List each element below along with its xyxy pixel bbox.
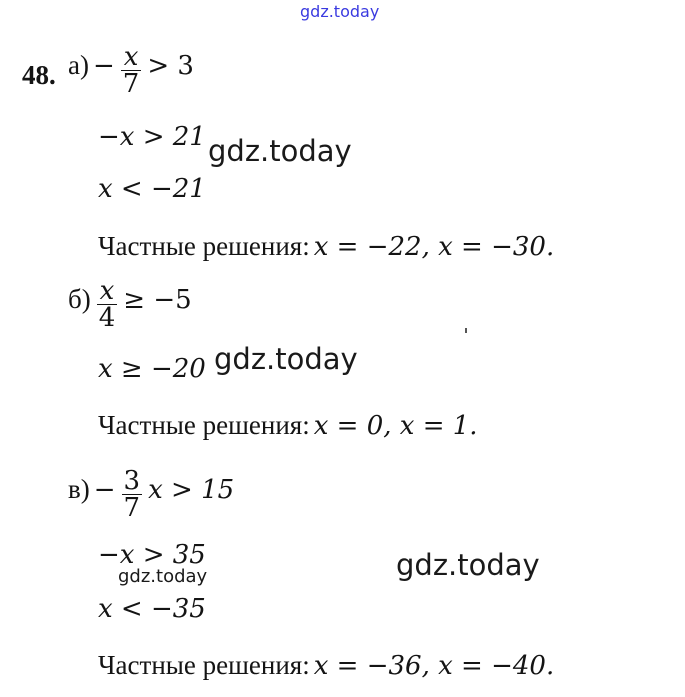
part-a-rhs: > 3 [147,51,194,82]
part-a-fraction [121,44,142,97]
watermark-top: gdz.today [300,2,380,21]
part-c-neg-sign: − [93,475,116,506]
part-a-numerator: x [123,42,139,72]
watermark-b: gdz.today [214,342,358,376]
part-c-answer-values: x = −36, x = −40. [313,651,555,681]
part-c-denominator: 7 [123,493,141,523]
part-a-step2: x < −21 [98,174,206,204]
part-a-label: а) [68,50,89,81]
part-a-inequality [68,44,194,97]
scan-speck [465,328,467,333]
part-c-rhs: x > 15 [148,475,235,506]
part-b-answer [98,410,478,441]
part-b-inequality [68,278,192,331]
part-b-rhs: ≥ −5 [123,285,192,316]
part-c-numerator: 3 [123,466,141,496]
problem-heading [22,60,56,90]
part-a-answer-label: Частные решения: [98,231,310,261]
part-b-numerator: x [99,276,115,306]
part-a-answer-values: x = −22, x = −30. [313,232,555,262]
part-a-answer [98,231,554,262]
part-b-answer-label: Частные решения: [98,410,310,440]
part-a-denominator: 7 [122,69,140,99]
part-c-fraction [122,468,143,521]
part-c-inequality [68,468,234,521]
part-b-fraction [97,278,118,331]
part-b-label: б) [68,284,91,315]
part-a-neg-sign: − [92,51,115,82]
part-c-step2: x < −35 [98,594,206,624]
watermark-c-small: gdz.today [118,566,208,587]
part-b-step1: x ≥ −20 [98,354,206,384]
part-b-denominator: 4 [98,303,116,333]
part-c-answer-label: Частные решения: [98,650,310,680]
part-a-step1: −x > 21 [98,122,206,152]
watermark-c-large: gdz.today [396,548,540,582]
part-c-step1: −x > 35 [98,540,206,570]
problem-number: 48. [22,60,56,90]
part-c-answer [98,650,554,681]
part-c-label: в) [68,474,90,505]
watermark-a: gdz.today [208,134,352,168]
part-b-answer-values: x = 0, x = 1. [313,411,478,441]
